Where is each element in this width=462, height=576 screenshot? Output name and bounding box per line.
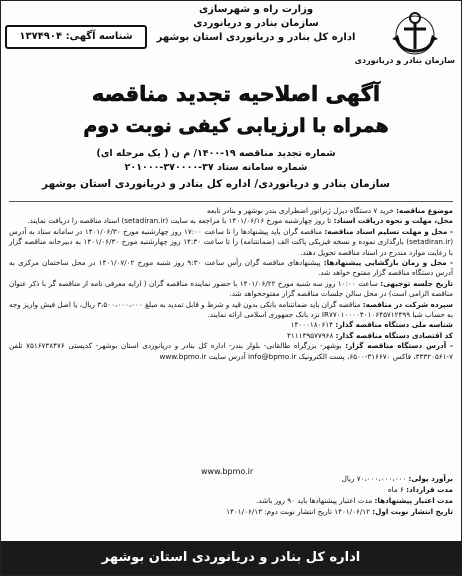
anchor-icon	[390, 9, 440, 55]
tender-footer-details	[9, 473, 453, 517]
logo-caption: سازمان بنادر و دریانوردی	[354, 56, 455, 65]
footer-item: مدت اعتبار پیشنهادها: مدت اعتبار پیشنهادها باید ۹۰ روز باشد.	[256, 496, 453, 505]
footer-item: برآورد پولی: ۷۰،۰۰۰،۰۰۰،۰۰۰ ریال	[341, 474, 453, 483]
title-banner	[41, 79, 431, 141]
detail-item: - آدرس دستگاه مناقصه گزار: بوشهر- بزرگراه طالقانی- بلوار بندر- اداره کل بنادر و دریانوردی استان بوشهر- کدپستی ۷۵۱۶۷۳۸۴۷۶ تلفن ۷-۳۳۳۲۰۵۶۱، فاکس ۳۱۶۶۷۰-۶۵۰۰، پست الکترونیک info@bpmo.ir آدرس سایت www.bpmo.ir	[9, 341, 453, 361]
setad-number: شماره سامانه ستاد ۳۷-۳۷۰۰۰۰-۲۰۱۰۰۰	[124, 162, 308, 173]
bottom-bar: اداره کل بنادر و دریانوردی استان بوشهر	[1, 541, 461, 575]
banner-subtitle: همراه با ارزیابی کیفی نوبت دوم	[83, 115, 389, 137]
tender-header	[31, 147, 401, 191]
detail-item: کد اقتصادی دستگاه مناقصه گذار: ۴۱۱۱۳۹۵۷۷۹۶۸	[287, 330, 453, 340]
tender-organization: سازمان بنادر و دریانوردی/ اداره کل بنادر و دریانوردی استان بوشهر	[42, 178, 390, 190]
detail-item: موضوع مناقصه: خرید ۷ دستگاه دیزل ژنراتور اضطراری بندر بوشهر و بنادر تابعه	[207, 206, 453, 215]
tender-number: شماره تجدید مناقصه ۱۹-۱۴۰۰/ م ن ( یک مرحله ای)	[96, 148, 336, 159]
website-link[interactable]: www.bpmo.ir	[201, 467, 254, 476]
ministry-line-2: سازمان بنادر و دریانوردی	[193, 18, 319, 29]
detail-item: تاریخ جلسه توجیهی: ساعت ۱۰:۰۰ روز سه شنبه مورخ ۱۴۰۱/۰۶/۲۲ با حضور نماینده مناقصه گران ( ارایه معرفی نامه از مناقصه گر با ذکر عنوان مناقصه الزامی است) در محل سالن جلسات مناقصه گزار مفتوحخواهد شد.	[9, 278, 453, 299]
ministry-line-1: وزارت راه و شهرسازی	[198, 4, 314, 15]
footer-item: مدت قرارداد: ۶ ماه	[387, 485, 453, 494]
ministry-line-3: اداره کل بنادر و دریانوردی استان بوشهر	[156, 32, 356, 43]
detail-item: سپرده شرکت در مناقصه: مناقصه گران باید ضمانتنامه بانکی بدون قید و شرط و قابل تمدید به مبلغ ۳،۵۰۰،۰۰۰،۰۰۰ ریال، یا اصل فیش واریز وجه به حساب شبا IR۷۷۰۱۰۰۰۰۴۰۱۰۶۴۵۷۱۲۴۹۹ نزد بانک جمهوری اسلامی ارائه نمایند.	[9, 299, 453, 320]
organization-logo	[354, 9, 455, 75]
ad-id-box: شناسه آگهی: ۱۳۷۴۹۰۴	[5, 25, 147, 49]
banner-title: آگهی اصلاحیه تجدید مناقصه	[91, 82, 381, 106]
detail-item: - محل و مهلت تسلیم اسناد مناقصه: مناقصه گران باید پیشنهادها را تا ساعت ۱۷:۰۰ روز چهارشنبه مورخ ۱۴۰۱/۰۶/۳۰ در سامانه ستاد به آدرس (setadiran.ir) بارگذاری نموده و نسخه فیزیکی پاکت الف (ضمانتنامه) را تا ساعت ۱۴:۳۰ روز چهارشنبه مورخ ۱۴۰۱/۰۶/۳۰ به دبیرخانه مناقصه گزار با رعایت موارد مندرج در اسناد مناقصه تحویل دهند.	[9, 226, 453, 257]
footer-item: تاریخ انتشار نوبت اول: ۱۴۰۱/۰۶/۱۲ تاریخ انتشار نوبت دوم: ۱۴۰۱/۰۶/۱۳	[226, 507, 453, 516]
ministry-block	[141, 3, 371, 45]
top-header	[1, 1, 461, 73]
detail-item: شناسه ملی دستگاه مناقصه گذار: ۱۴۰۰۰۱۸۰۶۱۴	[290, 320, 453, 330]
detail-item: - محل و زمان بازگشایی پیشنهادها: پیشنهادهای مناقصه گران رأس ساعت ۹:۳۰ روز شنبه مورخ ۱۴۰۱/۰۷/۰۲ در محل ساختمان مرکزی به آدرس دستگاه مناقصه گزار مفتوح خواهد شد.	[9, 258, 453, 278]
detail-item: محل، مهلت و نحوه دریافت اسناد: تا روز چهارشنبه مورخ ۱۴۰۱/۰۶/۱۶ با مراجعه به سایت (setadiran.ir) اسناد مناقصه را دریافت نمایند.	[27, 216, 453, 226]
tender-details	[9, 206, 453, 362]
divider	[9, 201, 453, 202]
